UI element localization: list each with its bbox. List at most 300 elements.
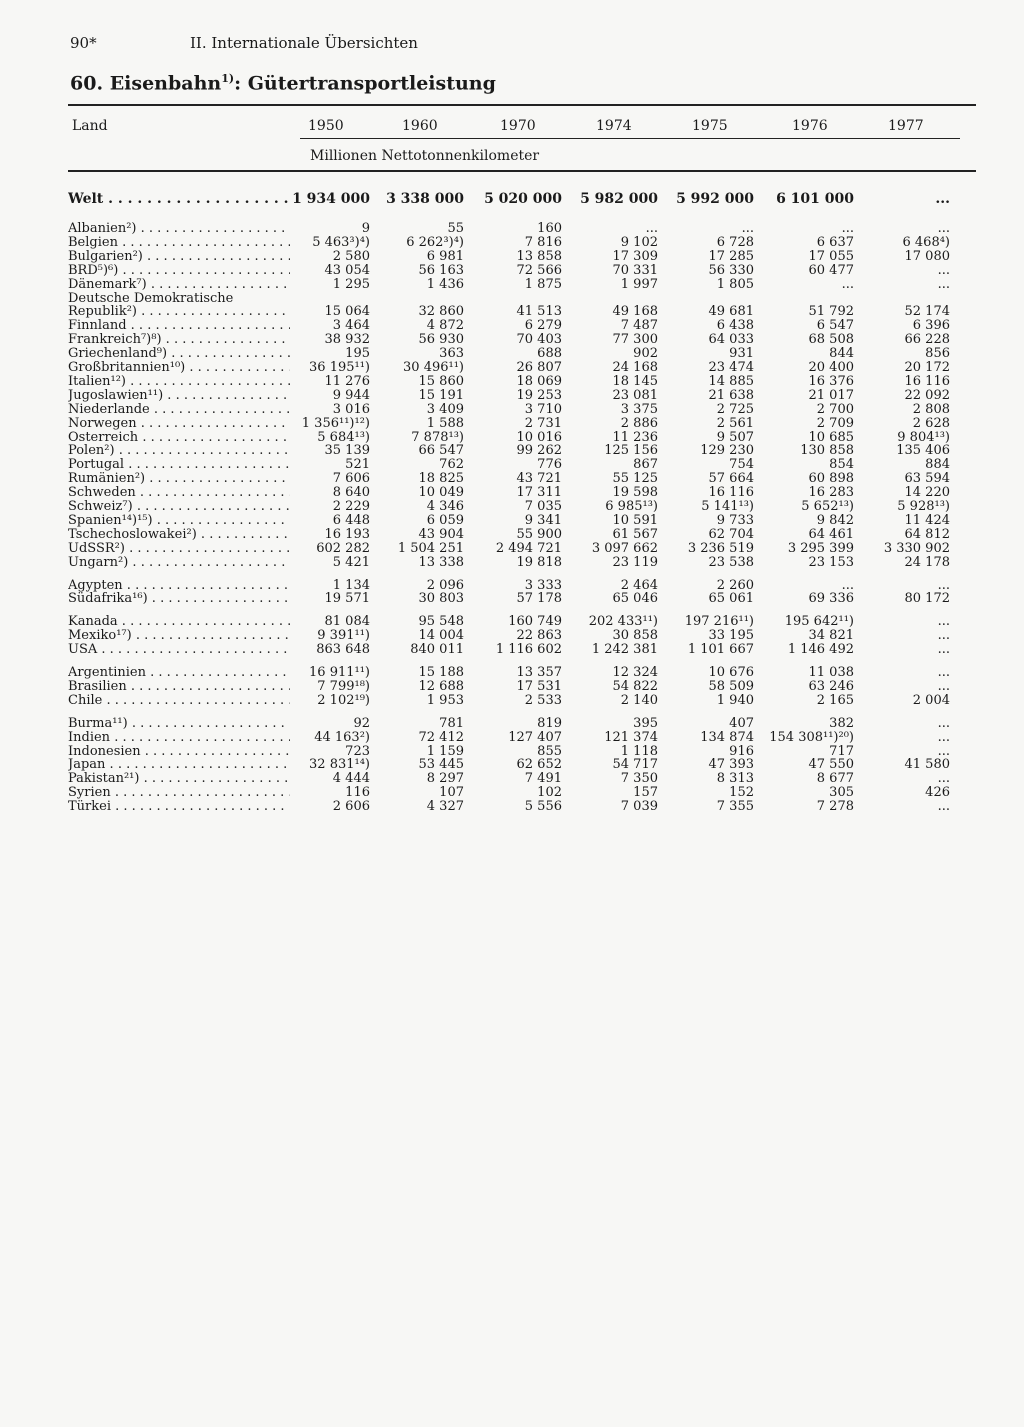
cell-1977: 6 468⁴) <box>902 234 950 250</box>
cell-1970: 7 816 <box>524 234 562 250</box>
cell-1970: 102 <box>537 785 562 801</box>
cell-1975: 6 728 <box>716 234 754 250</box>
cell-1970: 688 <box>537 346 562 362</box>
cell-1950: 2 102¹⁹) <box>317 692 370 708</box>
cell-1970: 127 407 <box>508 729 562 745</box>
cell-1975: 5 141¹³) <box>701 499 754 514</box>
cell-1960: 3 409 <box>426 401 464 417</box>
table-number: 60. <box>70 72 104 95</box>
cell-1950: 195 <box>345 346 370 362</box>
cell-1950: 35 139 <box>324 443 370 459</box>
cell-1960: 15 188 <box>418 665 464 680</box>
welt-label: Welt . . . <box>68 192 290 206</box>
row-footnote: ²) <box>114 541 125 556</box>
cell-1977: 66 228 <box>904 332 950 348</box>
cell-1950: 863 648 <box>316 642 370 658</box>
cell-1970: 17 531 <box>516 678 562 694</box>
cell-1960: 30 803 <box>418 591 464 607</box>
cell-1977: 856 <box>925 346 950 362</box>
cell-1974: 11 236 <box>612 429 658 445</box>
cell-1960: 6 981 <box>426 248 464 264</box>
row-label: Kanada . . . <box>68 615 290 629</box>
cell-1975: 1 101 667 <box>687 642 754 658</box>
cell-1974: 23 081 <box>612 387 658 403</box>
cell-1960: 15 191 <box>418 387 464 403</box>
cell-1970: 17 311 <box>516 485 562 501</box>
cell-1976: 8 677 <box>816 771 854 787</box>
cell-1977: 6 396 <box>912 318 950 334</box>
row-label: Portugal . . . <box>68 458 290 472</box>
cell-1975: 47 393 <box>708 757 754 773</box>
cell-1960: 1 504 251 <box>397 540 464 556</box>
cell-1970: 855 <box>537 743 562 759</box>
cell-1970: 2 494 721 <box>495 540 562 556</box>
cell-1960: 72 412 <box>418 729 464 745</box>
cell-1950: 2 580 <box>332 248 370 264</box>
row-label: BRD⁵)⁶) . . . <box>68 264 290 278</box>
cell-1970: 22 863 <box>516 628 562 644</box>
cell-1977: ... <box>937 799 950 815</box>
row-footnote: ¹²) <box>110 374 126 389</box>
cell-1976: 844 <box>829 346 854 362</box>
cell-1977: 2 004 <box>912 692 950 708</box>
welt-value: ... <box>935 191 950 207</box>
row-footnote: ¹⁶) <box>132 592 148 607</box>
cell-1950: 9 391¹¹) <box>317 628 370 644</box>
year-header-1976: 1976 <box>792 118 828 134</box>
cell-1950: 5 421 <box>332 554 370 570</box>
cell-1974: 61 567 <box>612 526 658 542</box>
cell-1975: 21 638 <box>708 387 754 403</box>
page-number: 90* <box>70 34 97 52</box>
cell-1950: 92 <box>353 715 370 731</box>
row-label: Indonesien . . . <box>68 745 290 759</box>
row-label: Schweiz⁷) . . . <box>68 500 290 514</box>
cell-1975: 129 230 <box>700 443 754 459</box>
cell-1960: 4 346 <box>426 499 464 514</box>
row-label: Griechenland⁹) . . . <box>68 347 290 361</box>
cell-1960: 53 445 <box>418 757 464 773</box>
cell-1975: 407 <box>729 715 754 731</box>
cell-1974: 6 985¹³) <box>605 499 658 514</box>
cell-1974: 3 097 662 <box>591 540 658 556</box>
cell-1970: 3 333 <box>524 577 562 593</box>
cell-1970: 7 035 <box>524 499 562 514</box>
cell-1950: 15 064 <box>324 304 370 320</box>
row-footnote: ²) <box>104 444 115 459</box>
cell-1977: 24 178 <box>904 554 950 570</box>
row-footnote: ¹¹) <box>147 388 164 403</box>
row-footnote: ¹¹) <box>112 716 128 731</box>
cell-1975: 1 940 <box>716 692 754 708</box>
cell-1975: 754 <box>729 457 754 473</box>
cell-1976: 382 <box>829 715 854 731</box>
cell-1975: 8 313 <box>716 771 754 787</box>
row-label: Belgien . . . <box>68 236 290 250</box>
cell-1960: 30 496¹¹) <box>403 360 464 375</box>
cell-1950: 8 640 <box>332 485 370 501</box>
cell-1950: 4 444 <box>332 771 370 787</box>
row-footnote: ²) <box>132 249 143 264</box>
row-label: Burma¹¹) . . . <box>68 717 290 731</box>
cell-1975: 62 704 <box>708 526 754 542</box>
cell-1960: 1 159 <box>426 743 464 759</box>
cell-1975: 2 561 <box>716 415 754 431</box>
welt-value: 3 338 000 <box>386 191 464 207</box>
cell-1975: 9 733 <box>716 512 754 528</box>
cell-1976: 11 038 <box>808 665 854 680</box>
cell-1975: 152 <box>729 785 754 801</box>
cell-1974: 65 046 <box>612 591 658 607</box>
cell-1975: 7 355 <box>716 799 754 815</box>
row-label: Ägypten . . . <box>68 579 290 593</box>
cell-1950: 2 606 <box>332 799 370 815</box>
cell-1976: 5 652¹³) <box>801 499 854 514</box>
row-label: Schweden . . . <box>68 486 290 500</box>
row-footnote: ¹⁴)¹⁵) <box>121 513 153 528</box>
cell-1960: 6 059 <box>426 512 464 528</box>
cell-1974: 1 118 <box>620 743 658 759</box>
cell-1977: 20 172 <box>904 360 950 375</box>
cell-1950: 19 571 <box>324 591 370 607</box>
cell-1976: 60 477 <box>808 262 854 278</box>
cell-1977: ... <box>937 715 950 731</box>
row-label: Pakistan²¹) . . . <box>68 772 290 786</box>
cell-1960: 840 011 <box>410 642 464 658</box>
cell-1950: 2 229 <box>332 499 370 514</box>
cell-1960: 1 953 <box>426 692 464 708</box>
row-footnote: ²) <box>186 527 197 542</box>
row-footnote: ²¹) <box>123 772 140 787</box>
cell-1976: ... <box>841 221 854 236</box>
row-label: Österreich . . . <box>68 431 290 445</box>
cell-1950: 9 <box>361 221 370 236</box>
cell-1976: 3 295 399 <box>787 540 854 556</box>
cell-1976: 2 165 <box>816 692 854 708</box>
cell-1976: 1 146 492 <box>787 642 854 658</box>
cell-1976: 717 <box>829 743 854 759</box>
cell-1960: 18 825 <box>418 471 464 487</box>
row-label: USA . . . <box>68 643 290 657</box>
cell-1976: 21 017 <box>808 387 854 403</box>
cell-1974: 1 242 381 <box>591 642 658 658</box>
row-label: Mexiko¹⁷) . . . <box>68 629 290 643</box>
cell-1975: 931 <box>729 346 754 362</box>
welt-value: 1 934 000 <box>292 191 370 207</box>
row-label: Argentinien . . . <box>68 666 290 680</box>
land-header: Land <box>72 118 108 134</box>
row-label: Großbritannien¹⁰) . . . <box>68 361 290 375</box>
cell-1977: 16 116 <box>904 373 950 389</box>
row-footnote: ⁷)⁸) <box>140 333 162 348</box>
cell-1970: 43 721 <box>516 471 562 487</box>
cell-1974: 77 300 <box>612 332 658 348</box>
cell-1976: ... <box>841 276 854 292</box>
cell-1960: 4 327 <box>426 799 464 815</box>
cell-1976: 51 792 <box>808 304 854 320</box>
cell-1976: 16 283 <box>808 485 854 501</box>
welt-value: 5 992 000 <box>676 191 754 207</box>
cell-1974: 1 997 <box>620 276 658 292</box>
cell-1977: ... <box>937 262 950 278</box>
cell-1970: 3 710 <box>524 401 562 417</box>
welt-value: 5 982 000 <box>580 191 658 207</box>
year-header-1950: 1950 <box>308 118 344 134</box>
cell-1977: 41 580 <box>904 757 950 773</box>
row-label: Republik²) . . . <box>68 305 290 319</box>
cell-1974: 49 168 <box>612 304 658 320</box>
row-label: Indien . . . <box>68 731 290 745</box>
title-rest: : Gütertransportleistung <box>234 72 496 95</box>
cell-1970: 19 818 <box>516 554 562 570</box>
cell-1950: 11 276 <box>324 373 370 389</box>
cell-1960: 4 872 <box>426 318 464 334</box>
cell-1977: ... <box>937 642 950 658</box>
row-footnote: ²) <box>118 555 129 570</box>
cell-1975: 58 509 <box>708 678 754 694</box>
cell-1960: 2 096 <box>426 577 464 593</box>
cell-1970: 2 731 <box>524 415 562 431</box>
cell-1950: 5 684¹³) <box>317 429 370 445</box>
row-footnote: ²) <box>126 305 137 320</box>
cell-1977: 2 628 <box>912 415 950 431</box>
cell-1970: 9 341 <box>524 512 562 528</box>
row-footnote: ⁹) <box>156 347 168 362</box>
cell-1977: 22 092 <box>904 387 950 403</box>
cell-1970: 6 279 <box>524 318 562 334</box>
cell-1977: ... <box>937 276 950 292</box>
row-footnote: ⁷) <box>122 500 133 514</box>
cell-1976: 63 246 <box>808 678 854 694</box>
cell-1976: 60 898 <box>808 471 854 487</box>
cell-1960: 6 262³)⁴) <box>406 234 464 250</box>
cell-1970: 5 556 <box>524 799 562 815</box>
cell-1950: 1 295 <box>332 276 370 292</box>
cell-1960: 15 860 <box>418 373 464 389</box>
cell-1976: 7 278 <box>816 799 854 815</box>
row-label: Brasilien . . . <box>68 680 290 694</box>
cell-1950: 44 163²) <box>314 729 370 745</box>
cell-1975: 134 874 <box>700 729 754 745</box>
cell-1977: ... <box>937 628 950 644</box>
cell-1970: 1 116 602 <box>495 642 562 658</box>
cell-1950: 602 282 <box>316 540 370 556</box>
cell-1970: 10 016 <box>516 429 562 445</box>
cell-1974: 2 886 <box>620 415 658 431</box>
cell-1970: 819 <box>537 715 562 731</box>
row-label: Türkei . . . <box>68 800 290 814</box>
cell-1974: 54 717 <box>612 757 658 773</box>
cell-1975: 64 033 <box>708 332 754 348</box>
cell-1975: 10 676 <box>708 665 754 680</box>
cell-1974: 12 324 <box>612 665 658 680</box>
cell-1977: ... <box>937 221 950 236</box>
cell-1950: 7 606 <box>332 471 370 487</box>
row-label: Chile . . . <box>68 694 290 708</box>
cell-1960: 66 547 <box>418 443 464 459</box>
cell-1950: 116 <box>345 785 370 801</box>
cell-1950: 723 <box>345 743 370 759</box>
cell-1960: 762 <box>439 457 464 473</box>
cell-1970: 55 900 <box>516 526 562 542</box>
cell-1977: ... <box>937 729 950 745</box>
cell-1976: 2 700 <box>816 401 854 417</box>
cell-1977: ... <box>937 614 950 630</box>
cell-1977: 17 080 <box>904 248 950 264</box>
cell-1975: 197 216¹¹) <box>684 614 754 630</box>
cell-1950: 1 134 <box>332 577 370 593</box>
cell-1975: 56 330 <box>708 262 754 278</box>
cell-1950: 16 911¹¹) <box>309 665 370 680</box>
welt-value: 5 020 000 <box>484 191 562 207</box>
cell-1976: 6 637 <box>816 234 854 250</box>
cell-1975: 57 664 <box>708 471 754 487</box>
cell-1970: 57 178 <box>516 591 562 607</box>
cell-1975: ... <box>741 221 754 236</box>
page-header <box>70 34 418 52</box>
cell-1977: 884 <box>925 457 950 473</box>
cell-1974: 2 464 <box>620 577 658 593</box>
cell-1960: 7 878¹³) <box>411 429 464 445</box>
title-main: Eisenbahn <box>109 72 222 95</box>
row-label: Ungarn²) . . . <box>68 556 290 570</box>
cell-1977: 426 <box>925 785 950 801</box>
cell-1977: ... <box>937 771 950 787</box>
cell-1960: 95 548 <box>418 614 464 630</box>
cell-1950: 36 195¹¹) <box>309 360 370 375</box>
cell-1970: 18 069 <box>516 373 562 389</box>
cell-1976: 68 508 <box>808 332 854 348</box>
row-label: Niederlande . . . <box>68 403 290 417</box>
cell-1950: 9 944 <box>332 387 370 403</box>
cell-1975: 17 285 <box>708 248 754 264</box>
cell-1960: 8 297 <box>426 771 464 787</box>
cell-1960: 1 588 <box>426 415 464 431</box>
cell-1974: 19 598 <box>612 485 658 501</box>
cell-1960: 1 436 <box>426 276 464 292</box>
row-footnote: ¹⁷) <box>116 629 132 644</box>
cell-1950: 5 463³)⁴) <box>312 234 370 250</box>
cell-1975: 49 681 <box>708 304 754 320</box>
cell-1960: 14 004 <box>418 628 464 644</box>
welt-value: 6 101 000 <box>776 191 854 207</box>
cell-1977: 5 928¹³) <box>897 499 950 514</box>
row-label: Jugoslawien¹¹) . . . <box>68 389 290 403</box>
title-footnote: 1) <box>221 72 235 85</box>
cell-1970: 776 <box>537 457 562 473</box>
cell-1950: 7 799¹⁸) <box>317 678 370 694</box>
cell-1975: 33 195 <box>708 628 754 644</box>
cell-1960: 363 <box>439 346 464 362</box>
year-header-1977: 1977 <box>888 118 924 134</box>
cell-1976: 17 055 <box>808 248 854 264</box>
cell-1974: 55 125 <box>612 471 658 487</box>
row-footnote: ²) <box>126 222 137 236</box>
cell-1977: ... <box>937 678 950 694</box>
row-label: Syrien . . . <box>68 786 290 800</box>
cell-1975: 9 507 <box>716 429 754 445</box>
cell-1974: 157 <box>633 785 658 801</box>
cell-1976: 305 <box>829 785 854 801</box>
row-footnote: ²) <box>134 472 146 487</box>
row-label: Dänemark⁷) . . . <box>68 278 290 292</box>
cell-1977: ... <box>937 577 950 593</box>
cell-1977: 135 406 <box>896 443 950 459</box>
cell-1970: 160 <box>537 221 562 236</box>
cell-1974: 3 375 <box>620 401 658 417</box>
header-bottom-rule <box>68 170 976 172</box>
cell-1960: 43 904 <box>418 526 464 542</box>
cell-1974: 54 822 <box>612 678 658 694</box>
cell-1974: ... <box>645 221 658 236</box>
cell-1975: 23 474 <box>708 360 754 375</box>
cell-1960: 12 688 <box>418 678 464 694</box>
cell-1974: 125 156 <box>604 443 658 459</box>
cell-1970: 19 253 <box>516 387 562 403</box>
cell-1970: 13 858 <box>516 248 562 264</box>
row-label: Italien¹²) . . . <box>68 375 290 389</box>
row-footnote: ⁵)⁶) <box>97 263 119 278</box>
row-label: Tschechoslowakei²) . . . <box>68 528 290 542</box>
cell-1970: 160 749 <box>508 614 562 630</box>
cell-1960: 10 049 <box>418 485 464 501</box>
table-title <box>70 72 496 94</box>
cell-1974: 867 <box>633 457 658 473</box>
row-label: Bulgarien²) . . . <box>68 250 290 264</box>
cell-1975: 2 725 <box>716 401 754 417</box>
year-header-1960: 1960 <box>402 118 438 134</box>
row-label: Albanien²) . . . <box>68 222 290 236</box>
cell-1960: 107 <box>439 785 464 801</box>
cell-1974: 202 433¹¹) <box>588 614 658 630</box>
cell-1974: 23 119 <box>612 554 658 570</box>
cell-1977: 14 220 <box>904 485 950 501</box>
cell-1974: 24 168 <box>612 360 658 375</box>
row-label: UdSSR²) . . . <box>68 542 290 556</box>
cell-1970: 13 357 <box>516 665 562 680</box>
cell-1974: 7 350 <box>620 771 658 787</box>
cell-1950: 81 084 <box>324 614 370 630</box>
cell-1977: 52 174 <box>904 304 950 320</box>
cell-1974: 902 <box>633 346 658 362</box>
cell-1970: 70 403 <box>516 332 562 348</box>
cell-1974: 9 102 <box>620 234 658 250</box>
cell-1970: 62 652 <box>516 757 562 773</box>
cell-1960: 56 163 <box>418 262 464 278</box>
cell-1960: 13 338 <box>418 554 464 570</box>
cell-1976: 854 <box>829 457 854 473</box>
cell-1950: 32 831¹⁴) <box>309 757 370 773</box>
cell-1970: 2 533 <box>524 692 562 708</box>
cell-1960: 56 930 <box>418 332 464 348</box>
cell-1977: 80 172 <box>904 591 950 607</box>
cell-1975: 2 260 <box>716 577 754 593</box>
cell-1976: 69 336 <box>808 591 854 607</box>
cell-1977: ... <box>937 665 950 680</box>
cell-1960: 55 <box>447 221 464 236</box>
cell-1977: 2 808 <box>912 401 950 417</box>
cell-1950: 16 193 <box>324 526 370 542</box>
cell-1974: 395 <box>633 715 658 731</box>
cell-1970: 99 262 <box>516 443 562 459</box>
cell-1950: 3 016 <box>332 401 370 417</box>
row-label: Polen²) . . . <box>68 444 290 458</box>
year-header-1974: 1974 <box>596 118 632 134</box>
cell-1976: 10 685 <box>808 429 854 445</box>
cell-1950: 521 <box>345 457 370 473</box>
cell-1977: 9 804¹³) <box>897 429 950 445</box>
cell-1960: 781 <box>439 715 464 731</box>
